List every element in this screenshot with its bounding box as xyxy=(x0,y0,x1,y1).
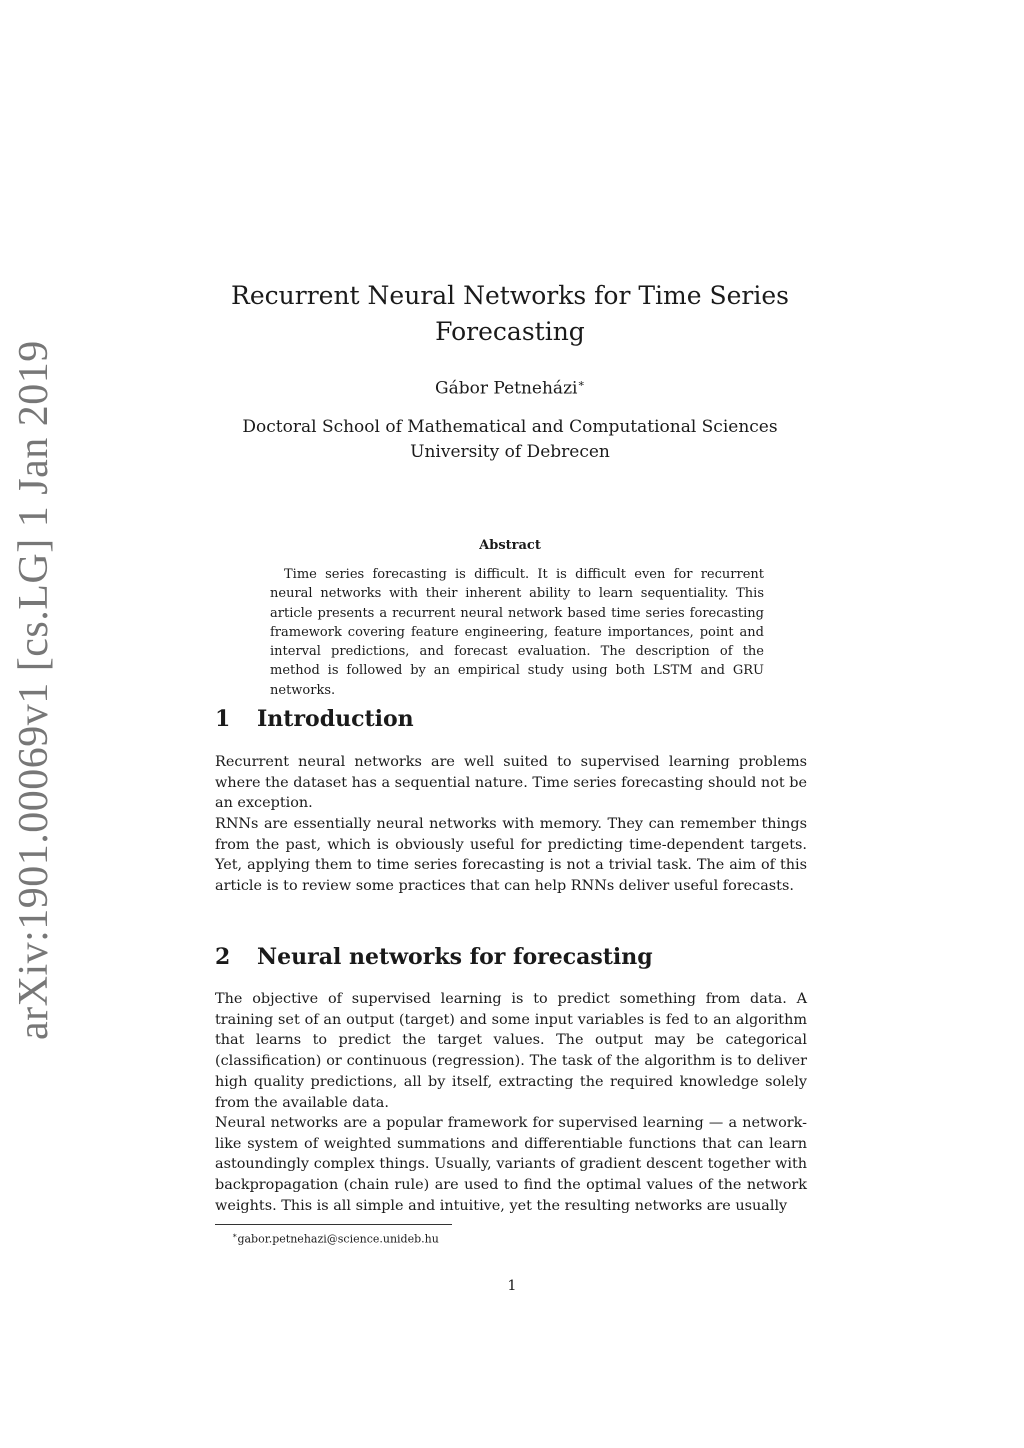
footnote-email: gabor.petnehazi@science.unideb.hu xyxy=(237,1232,439,1246)
title-line-1: Recurrent Neural Networks for Time Series xyxy=(231,281,789,310)
abstract-heading: Abstract xyxy=(479,538,541,553)
affiliation-school: Doctoral School of Mathematical and Computational Sciences xyxy=(242,417,778,437)
author-name: Gábor Petneházi xyxy=(435,378,578,399)
section-title: Introduction xyxy=(257,706,414,732)
author-block xyxy=(200,372,820,401)
paragraph: Recurrent neural networks are well suited to supervised learning problems where the dataset has a sequential nature. Time series forecasting should not be an exception. xyxy=(215,754,807,812)
paragraph: The objective of supervised learning is to predict something from data. A training set of an output (target) and some input variables is fed to an algorithm that learns to predict the target values. The output may be categorical (classification) or continuous (regression). The task of the algorithm is to deliver high quality predictions, all by itself, extracting the required knowledge solely from the available data. xyxy=(215,991,807,1111)
abstract-text: Time series forecasting is difficult. It is difficult even for recurrent neural networks with their inherent ability to learn sequentiality. This article presents a recurrent neural network based time series forecasting framework covering feature engineering, feature importances, point and interval predictions, and forecast evaluation. The description of the method is followed by an empirical study using both LSTM and GRU networks. xyxy=(270,567,764,698)
footnote xyxy=(232,1228,439,1248)
title-line-2: Forecasting xyxy=(435,317,585,346)
section-title: Neural networks for forecasting xyxy=(257,944,653,970)
affiliation-university: University of Debrecen xyxy=(410,442,610,462)
paper-title xyxy=(200,278,820,350)
section-number: 1 xyxy=(215,706,231,732)
paragraph: Neural networks are a popular framework for supervised learning — a network-like system of weighted summations and differentiable functions that can learn astoundingly complex things. Usually, variants of gradient descent together with backpropagation (chain rule) are used to find the optimal values of the network weights. This is all simple and intuitive, yet the resulting networks are usually xyxy=(215,1115,807,1214)
author-footnote-mark: ∗ xyxy=(577,377,585,390)
footnote-mark: ∗ xyxy=(232,1231,238,1240)
section-heading-neural-networks xyxy=(215,944,815,970)
affiliation-block xyxy=(200,415,820,465)
page-number: 1 xyxy=(507,1278,517,1294)
footnote-divider xyxy=(215,1224,452,1225)
paragraph: RNNs are essentially neural networks with memory. They can remember things from the past, which is obviously useful for predicting time-dependent targets. Yet, applying them to time series forecasting is not a trivial task. The aim of this article is to review some practices that can help RNNs deliver useful forecasts. xyxy=(215,816,807,895)
arxiv-identifier: arXiv:1901.00069v1 [cs.LG] 1 Jan 2019 xyxy=(11,340,57,1040)
section-heading-introduction xyxy=(215,706,815,732)
section-number: 2 xyxy=(215,944,231,970)
